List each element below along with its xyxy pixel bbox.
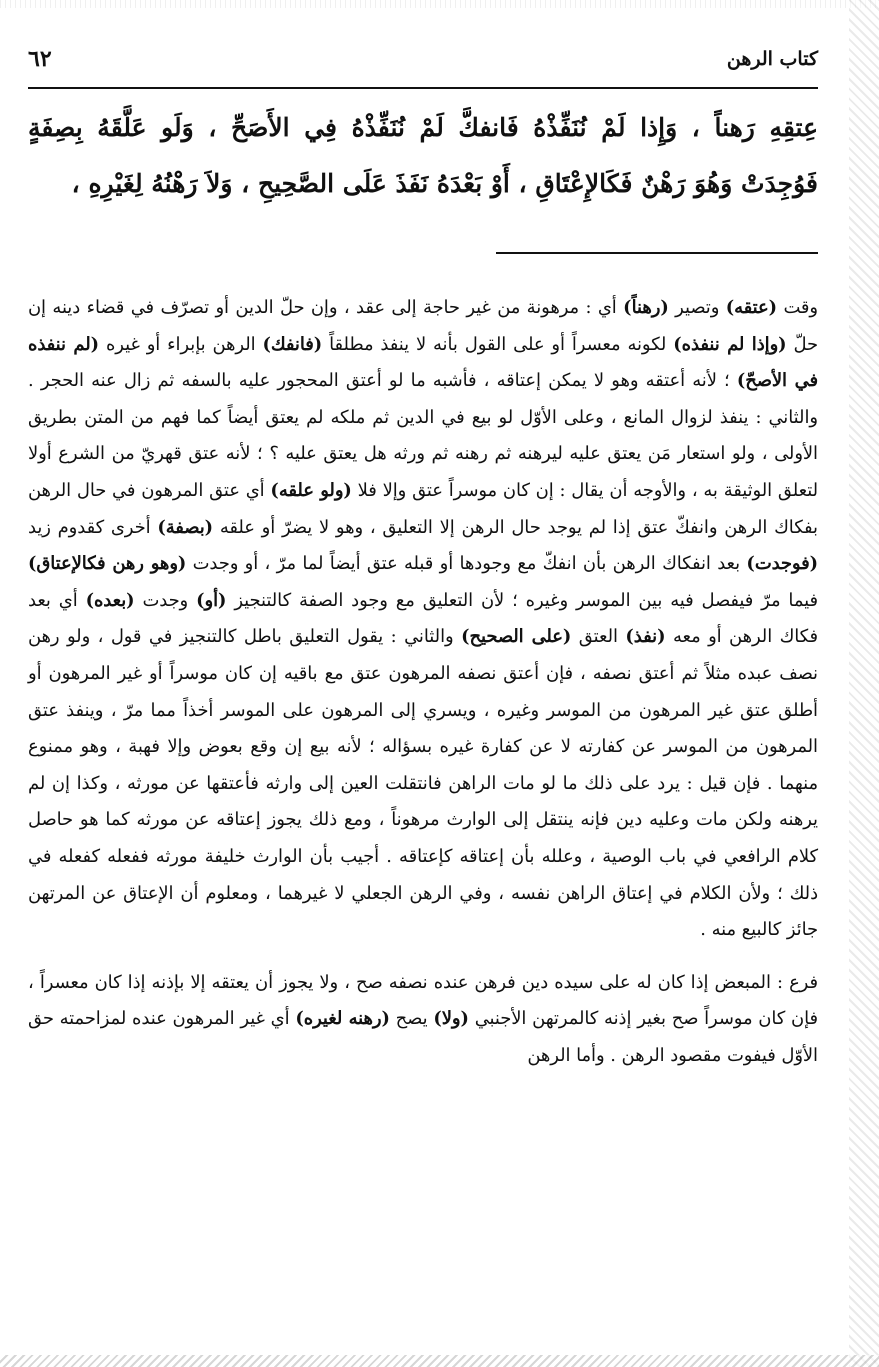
commentary-segment: والثاني : يقول التعليق باطل كالتنجيز في قول ، ولو رهن نصف عبده مثلاً ثم أعتق نصفه ، فإن أعتق نصفه المرهون عتق مع باقيه إن كان موسراً أو غير المرهون أو أطلق عتق غير المرهون من الموسر وغيره ، ويسري إلى المرهون على الموسر أخذاً مما مرّ ، وينفذ عتق المرهون من الموسر عن كفارته لا عن كفارة غيره بسؤاله ؛ لأنه بيع إن وقع بعوض وإلا فهبة ، وهو ممنوع منهما . فإن قيل : يرد على ذلك ما لو مات الراهن فانتقلت العين إلى وارثه فأعتقها عن مورثه ، وكذا إن لم يرهنه ولكن مات وعليه دين فإنه ينتقل إلى الوارث مرهوناً ، ومع ذلك يجوز إعتاقه عن مورثه كما هو حاصل كلام الرافعي في باب الوصية ، وعلله بأن إعتاقه كإعتاقه . أجيب بأن الوارث خليفة مورثه ففعله كفعله في ذلك ؛ ولأن الكلام في إعتاق الراهن نفسه ، وفي الرهن الجعلي لا غيرهما ، ومعلوم أن الإعتاق عن المرتهن جائز كالبيع منه . — [28, 626, 818, 941]
quoted-matn-phrase: (ولو علقه) — [270, 479, 352, 501]
matn-text: عِتقِهِ رَهناً ، وَإِذا لَمْ نُنَفِّذْهُ فَانفكَّ لَمْ نُنَفِّذْهُ فِي الأَصَحِّ ، وَلَو عَلَّقَهُ بِصِفَةٍ فَوُجِدَتْ وَهُوَ رَهْنٌ فَكَالإِعْتَاقِ ، أَوْ بَعْدَهُ نَفَذَ عَلَى الصَّحِيحِ ، وَلاَ رَهْنُهُ لِغَيْرِهِ ، — [28, 113, 818, 198]
commentary-segment: العتق — [571, 626, 626, 648]
commentary-paragraph-far — [28, 965, 818, 1075]
commentary-segment: أي : مرهونة من غير حاجة إلى عقد ، وإن حلّ الدين أو تصرّف في قضاء دينه إن حلّ — [28, 297, 818, 355]
quoted-matn-phrase: (رهناً) — [623, 297, 669, 318]
quoted-matn-phrase: (بصفة) — [157, 516, 214, 538]
commentary-segment: الرهن بإبراء أو غيره — [99, 333, 263, 355]
commentary-segment: وجدت — [134, 589, 197, 611]
matn-separator-rule — [496, 252, 818, 254]
quoted-matn-phrase: (بعده) — [85, 589, 135, 611]
commentary-segment: أي غير المرهون عنده لمزاحمته حق الأوّل فيفوت مقصود الرهن . وأما الرهن — [28, 1008, 818, 1066]
scan-edge-bottom — [0, 1355, 879, 1367]
commentary-segment: أخرى كقدوم زيد — [28, 516, 158, 538]
commentary-segment: لكونه معسراً أو على القول بأنه لا ينفذ مطلقاً — [322, 333, 674, 355]
commentary-paragraph — [28, 290, 818, 949]
commentary-segment: وقت — [777, 297, 819, 318]
commentary-segment: أي بعد فكاك الرهن أو معه — [28, 589, 818, 648]
quoted-matn-phrase: (ولا) — [433, 1008, 469, 1030]
header-rule — [28, 87, 818, 89]
page-header — [28, 40, 818, 90]
commentary-segment: بعد انفكاك الرهن بأن انفكّ مع وجودها أو قبله عتق أيضاً لما مرّ ، أو وجدت — [186, 553, 747, 575]
quoted-matn-phrase: (رهنه لغيره) — [295, 1008, 390, 1030]
commentary-segment: أي عتق المرهون في حال الرهن بفكاك الرهن وانفكّ عتق إذا لم يوجد حال الرهن إلا التعليق ، وهو لا يضرّ أو علقه — [28, 479, 818, 538]
quoted-matn-phrase: (فوجدت) — [746, 553, 818, 575]
commentary-segment: ؛ لأنه أعتقه وهو لا يمكن إعتاقه ، فأشبه ما لو أعتق المحجور عليه بالسفه ثم زال عنه الحجر . والثاني : ينفذ لزوال المانع ، وعلى الأوّل لو بيع في الدين ثم ملكه لم يعتق أيضاً كما فهم من المتن بطريق الأولى ، ولو استعار مَن يعتق عليه ليرهنه ثم رهنه ثم ورثه هل يعتق عليه ؟ ؛ لأنه عتق قهريّ من الشرع أولا لتعلق الوثيقة به ، والأوجه أن يقال : إن كان موسراً عتق وإلا فلا — [28, 370, 818, 501]
quoted-matn-phrase: (وهو رهن فكالإعتاق) — [28, 553, 187, 575]
quoted-matn-phrase: (وإذا لم ننفذه) — [673, 333, 787, 355]
quoted-matn-phrase: (عتقه) — [725, 297, 778, 318]
commentary-segment: فرع : المبعض إذا كان له على سيده دين فرهن عنده نصفه صح ، ولا يجوز أن يعتقه إلا بإذنه إذا كان معسراً ، فإن كان موسراً صح بغير إذنه كالمرتهن الأجنبي — [28, 971, 819, 1030]
commentary-segment: وتصير — [668, 297, 726, 318]
book-title: كتاب الرهن — [726, 48, 818, 70]
commentary-segment: يصح — [389, 1008, 434, 1030]
scan-edge-top — [0, 0, 879, 8]
scan-edge-right — [849, 0, 879, 1367]
commentary-text — [28, 290, 818, 1074]
quoted-matn-phrase: (لم ننفذه في الأصحّ) — [28, 333, 818, 392]
quoted-matn-phrase: (فانفك) — [262, 333, 323, 355]
quoted-matn-phrase: (نفذ) — [625, 626, 666, 648]
quoted-matn-phrase: (أو) — [196, 589, 227, 611]
commentary-segment: فيما مرّ فيفصل فيه بين الموسر وغيره ؛ لأن التعليق مع وجود الصفة كالتنجيز — [226, 589, 818, 611]
page-number: ٦٢ — [28, 46, 52, 72]
quoted-matn-phrase: (على الصحيح) — [461, 626, 572, 648]
